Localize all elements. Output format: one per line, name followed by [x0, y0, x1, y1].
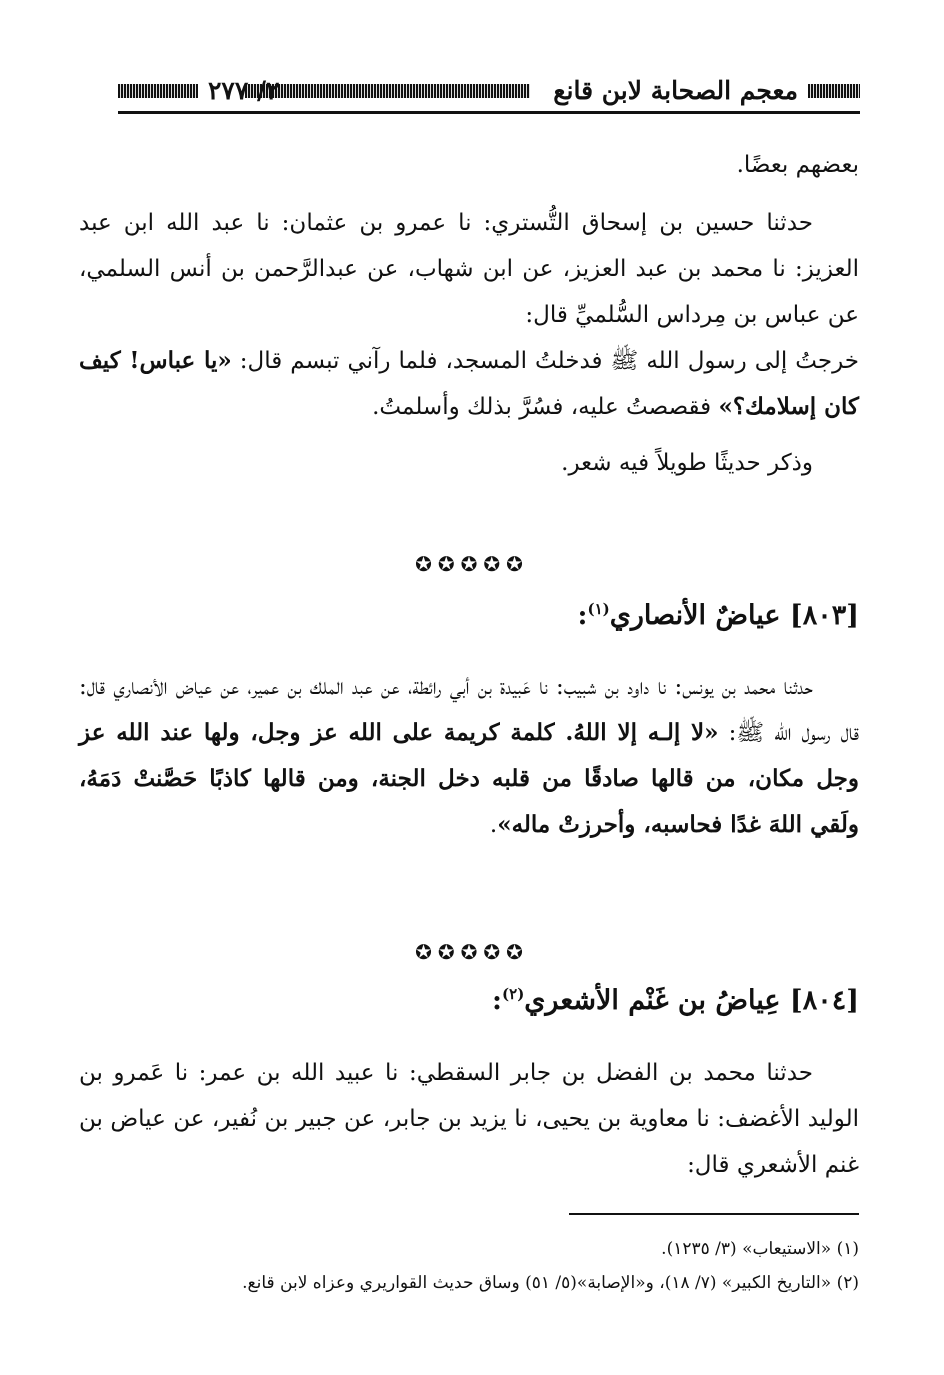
page-reference: ٢/ ٢٧٧ — [208, 76, 280, 105]
footnote-2: (٢) «التاريخ الكبير» (٧/ ١٨)، و«الإصابة»(٥/ ٥١) وساق حديث القواريري وعزاه لابن قانع. — [242, 1273, 859, 1293]
header-ornament-middle — [245, 84, 530, 98]
companion-name: عِياضُ بن غَنْم الأشعري — [524, 985, 781, 1016]
section-separator-2: ✪✪✪✪✪ — [415, 940, 529, 964]
entry-803-heading — [578, 600, 860, 631]
matn-text-end: فقصصتُ عليه، فسُرَّ بذلك وأسلمتُ. — [372, 394, 719, 420]
intro-text: بعضهم بعضًا. — [736, 152, 859, 178]
entry-803-body — [79, 664, 859, 848]
entry-804-heading — [492, 985, 859, 1016]
entry-802-matn — [79, 338, 859, 430]
entry-number: [٨٠٤] — [789, 985, 859, 1016]
header-ornament-right — [808, 84, 860, 98]
hadith-quote: «لا إلـه إلا اللهُ. كلمة كريمة على الله عز وجل، ولها عند الله عز وجل مكان، من قالها صادقًا من قلبه دخل الجنة، ومن قالها كاذبًا حَصَّنتْ دَمَهُ، ولَقي اللهَ غدًا فحاسبه، وأحرزتْ ماله» — [79, 719, 859, 838]
entry-804-body — [79, 1050, 859, 1188]
entry-803-isnad: حدثنا محمد بن يونس: نا داود بن شبيب: نا عَبيدة بن أبي رائطة، عن عبد الملك بن عمير، عن عياض الأنصاري قال: قال رسول الله ﷺ: — [79, 674, 859, 746]
header-rule — [118, 111, 860, 114]
hadith-quote: «يا عباس! كيف كان إسلامك؟» — [79, 347, 859, 420]
matn-text: خرجتُ إلى رسول الله ﷺ فدخلتُ المسجد، فلما رآني تبسم قال: — [231, 348, 860, 374]
entry-803-text — [79, 664, 859, 848]
footnotes — [79, 1232, 859, 1300]
footnote-marker: (٢) — [502, 985, 525, 1003]
book-title: معجم الصحابة لابن قانع — [553, 76, 798, 105]
footnote-rule — [569, 1213, 859, 1215]
sentence-end: . — [489, 812, 498, 838]
footnote-1: (١) «الاستيعاب» (٣/ ١٢٣٥). — [661, 1239, 859, 1259]
intro-line — [79, 142, 859, 188]
section-separator-1: ✪✪✪✪✪ — [415, 552, 529, 576]
header-ornament-left — [118, 84, 198, 98]
entry-number: [٨٠٣] — [789, 600, 859, 631]
heading-colon: : — [492, 985, 503, 1016]
entry-802-isnad: حدثنا حسين بن إسحاق التُّستري: نا عمرو بن عثمان: نا عبد الله ابن عبد العزيز: نا محمد بن عبد العزيز، عن ابن شهاب، عن عبدالرَّحمن بن أنس السلمي، عن عباس بن مِرداس السُّلميِّ قال: — [79, 210, 859, 328]
running-header — [118, 74, 860, 114]
entry-802-body — [79, 200, 859, 486]
entry-804-isnad: حدثنا محمد بن الفضل بن جابر السقطي: نا عبيد الله بن عمر: نا عَمرو بن الوليد الأغضف: نا معاوية بن يحيى، نا يزيد بن جابر، عن جبير بن نُفير، عن عياض بن غنم الأشعري قال: — [79, 1060, 859, 1178]
companion-name: عياضٌ الأنصاري — [609, 600, 781, 631]
heading-colon: : — [577, 600, 588, 631]
entry-802-closing: وذكر حديثًا طويلاً فيه شعر. — [561, 450, 813, 476]
footnote-marker: (١) — [587, 600, 610, 618]
